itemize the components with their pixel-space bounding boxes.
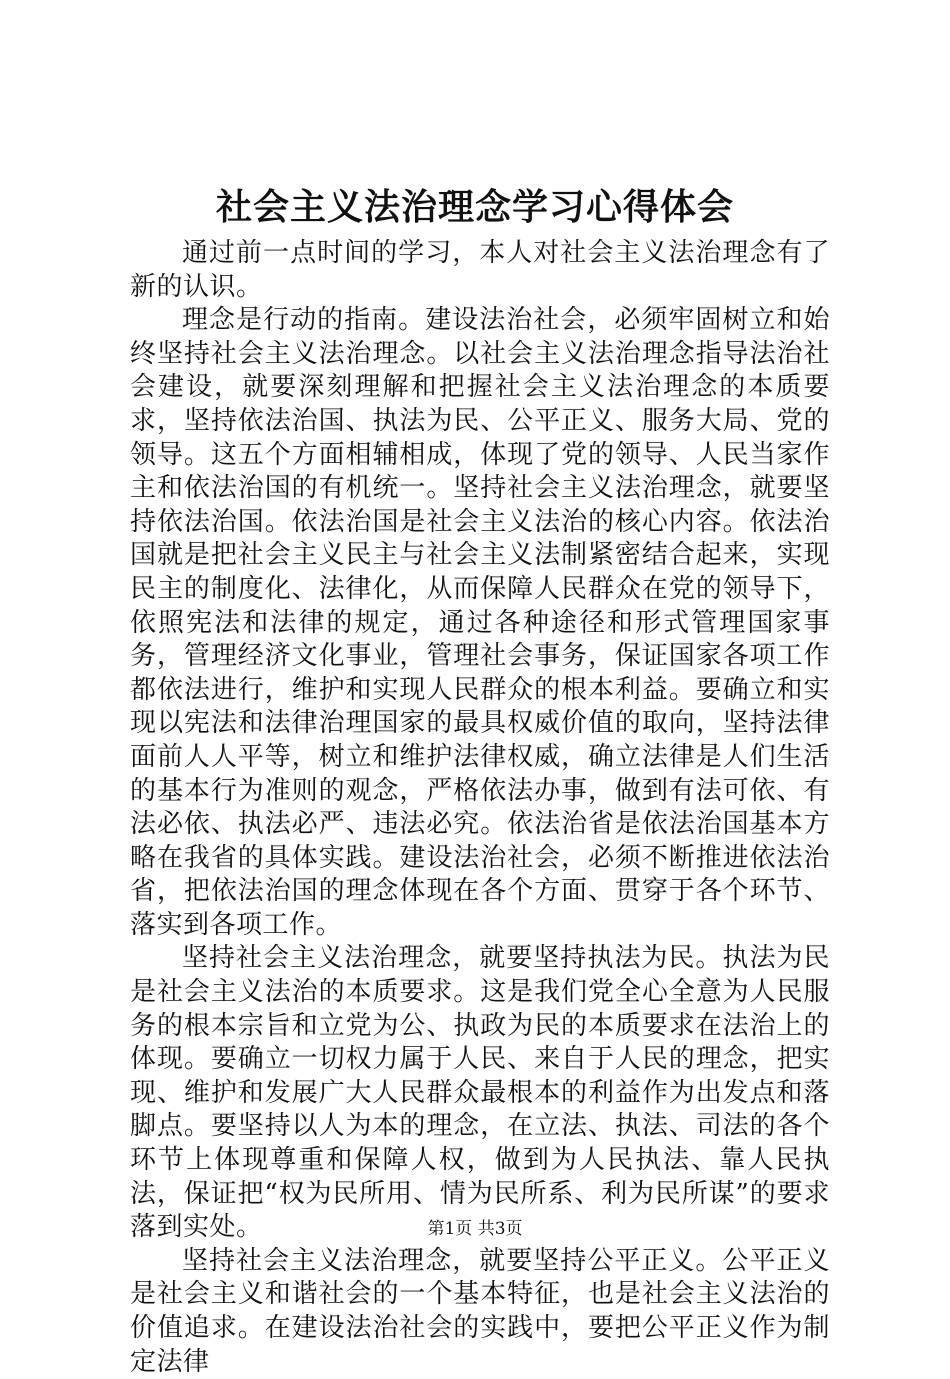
paragraph-2: 理念是行动的指南。建设法治社会，必须牢固树立和始终坚持社会主义法治理念。以社会主义法治理念指导法治社会建设，就要深刻理解和把握社会主义法治理念的本质要求，坚持依法治国、执法为民、公平正义、服务大局、党的领导。这五个方面相辅相成，体现了党的领导、人民当家作主和依法治国的有机统一。坚持社会主义法治理念，就要坚持依法治国。依法治国是社会主义法治的核心内容。依法治国就是把社会主义民主与社会主义法制紧密结合起来，实现民主的制度化、法律化，从而保障人民群众在党的领导下，依照宪法和法律的规定，通过各种途径和形式管理国家事务，管理经济文化事业，管理社会事务，保证国家各项工作都依法进行，维护和实现人民群众的根本利益。要确立和实现以宪法和法律治理国家的最具权威价值的取向，坚持法律面前人人平等，树立和维护法律权威，确立法律是人们生活的基本行为准则的观念，严格依法办事，做到有法可依、有法必依、执法必严、违法必究。依法治省是依法治国基本方略在我省的具体实践。建设法治社会，必须不断推进依法治省，把依法治国的理念体现在各个方面、贯穿于各个环节、落实到各项工作。 [130,305,830,940]
document-body [130,237,830,1379]
document-title: 社会主义法治理念学习心得体会 [215,186,734,228]
page-footer: 第1页 共3页 [427,1219,523,1239]
paragraph-3: 坚持社会主义法治理念，就要坚持执法为民。执法为民是社会主义法治的本质要求。这是我们党全心全意为人民服务的根本宗旨和立党为公、执政为民的本质要求在法治上的体现。要确立一切权力属于人民、来自于人民的理念，把实现、维护和发展广大人民群众最根本的利益作为出发点和落脚点。要坚持以人为本的理念，在立法、执法、司法的各个环节上体现尊重和保障人权，做到为人民执法、靠人民执法，保证把“权为民所用、情为民所系、利为民所谋”的要求落到实处。 [130,943,830,1243]
paragraph-4: 坚持社会主义法治理念，就要坚持公平正义。公平正义是社会主义和谐社会的一个基本特征，也是社会主义法治的价值追求。在建设法治社会的实践中，要把公平正义作为制定法律 [130,1245,830,1377]
paragraph-1: 通过前一点时间的学习，本人对社会主义法治理念有了新的认识。 [130,238,830,302]
